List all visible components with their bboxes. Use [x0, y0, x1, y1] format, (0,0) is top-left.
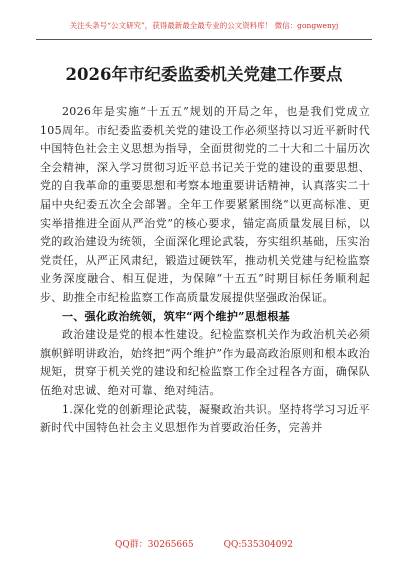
item-1-paragraph: 1.深化党的创新理论武装，凝聚政治共识。坚持将学习习近平新时代中国特色社会主义思想作为首要政治任务，完善并 — [40, 402, 370, 435]
header-promo-text: 关注头条号“公文研究”，获得最新最全最专业的公文资料库！ 微信：gongwenyj — [69, 21, 339, 30]
section-1-paragraph: 政治建设是党的根本性建设。纪检监察机关作为政治机关必须旗帜鲜明讲政治，始终把“两个维护”作为最高政治原则和根本政治规矩，贯穿于机关党的建设和纪检监察工作全过程各方面，确保队伍绝对忠诚、绝对可靠、绝对纯洁。 — [40, 328, 370, 397]
header-divider — [36, 39, 372, 40]
document-title: 2026年市纪委监委机关党建工作要点 — [65, 65, 343, 84]
intro-paragraph: 2026年是实施“十五五”规划的开局之年，也是我们党成立105周年。市纪委监委机关党的建设工作必须坚持以习近平新时代中国特色社会主义思想为指导，全面贯彻党的二十大和二十届历次全会精神，深入学习贯彻习近平总书记关于党的建设的重要思想、党的自我革命的重要思想和考察本地重要讲话精神，认真落实二十届中央纪委五次全会部署。全年工作要紧紧围绕“以更高标准、更实举措推进全面从严治党”的核心要求，锚定高质量发展目标，以党的政治建设为统领，全面深化理论武装，夯实组织基础，压实治党责任，从严正风肃纪，锻造过硬铁军，推动机关党建与纪检监察业务深度融合、相互促进，为保障“十五五”时期目标任务顺利起步、助推全市纪检监察工作高质量发展提供坚强政治保证。 — [40, 105, 370, 304]
section-1-heading: 一、强化政治统领，筑牢“两个维护”思想根基 — [62, 309, 290, 323]
footer-qq-number: QQ:535304092 — [223, 540, 293, 550]
footer-contact — [0, 539, 408, 551]
document-body — [40, 103, 370, 438]
footer-qq-group: QQ群：30265665 — [115, 540, 194, 550]
